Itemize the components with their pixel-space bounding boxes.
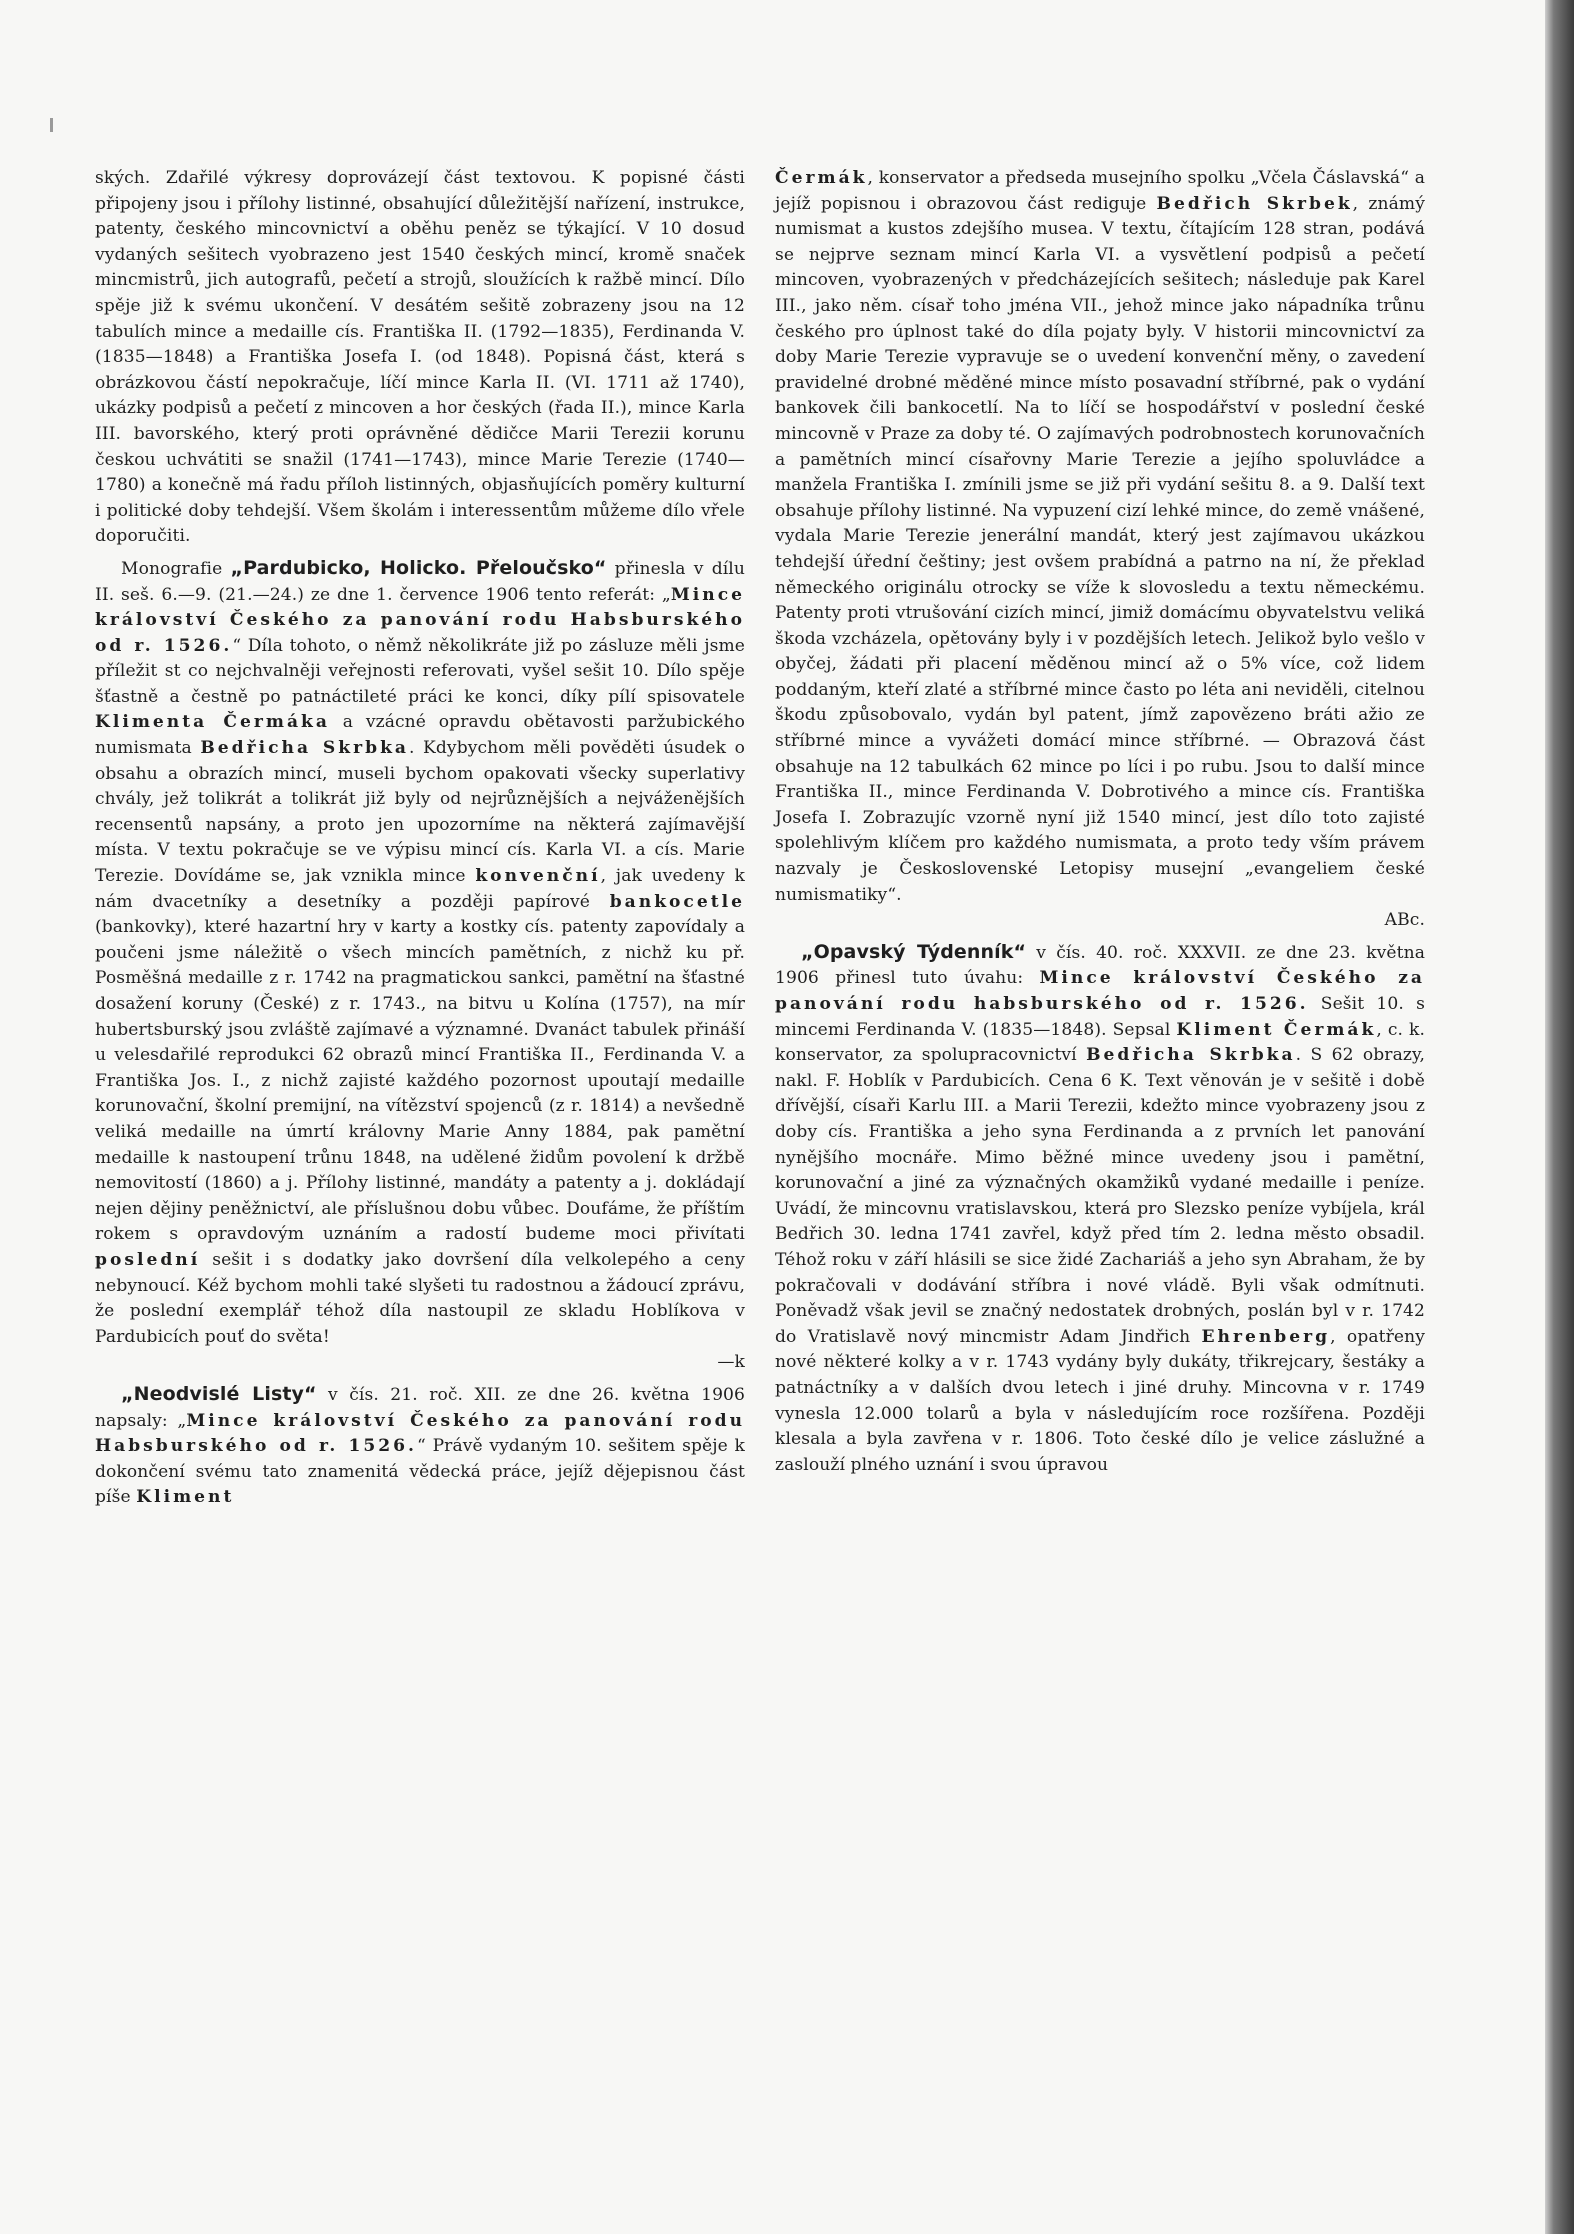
- scan-edge-shadow: [1545, 0, 1574, 2234]
- left-column: [95, 166, 745, 1511]
- signature: —k: [717, 1352, 745, 1373]
- review-neodvisle-listy: „Neodvislé Listy“ v čís. 21. roč. XII. ze dne 26. května 1906 napsaly: „Mince království Českého za panování rodu Habsburského od r. 1526.“ Právě vydaným 10. sešitem spěje k dokončení svému tato znamenitá vědecká práce, jejíž dějepisnou část píše Kliment: [95, 1382, 746, 1508]
- review-opavsky-tydennik: „Opavský Týdenník“ v čís. 40. roč. XXXVII. ze dne 23. května 1906 přinesl tuto úvahu: Mince království Českého za panování rodu habsburského od r. 1526. Sešit 10. s mincemi Ferdinanda V. (1835—1848). Sepsal Kliment Čermák, c. k. konservator, za spolupracovnictví Bedřicha Skrbka. S 62 obrazy, nakl. F. Hoblík v Pardubicích. Cena 6 K. Text věnován je v sešitě i době dřívější, císaři Karlu III. a Marii Terezii, kdežto mince vyobrazeny jsou z doby cís. Františka a jeho syna Ferdinanda a z prvních let panování nynějšího mocnáře. Mimo běžné mince uvedeny jsou i pamětní, korunovační a jiné za význačných okamžiků vydané medaille i peníze. Uvádí, že mincovnu vratislavskou, která pro Slezsko peníze vybíjela, král Bedřich 30. ledna 1741 zavřel, když před tím 2. ledna město obsadil. Téhož roku v září hlásili se sice židé Zachariáš a jeho syn Abraham, že by pokračovali v dodávání stříbra i nové vládě. Byli však odmítnuti. Poněvadž však jevil se značný nedostatek drobných, poslán byl v r. 1742 do Vratislavě nový mincmistr Adam Jindřich Ehrenberg, opatřeny nové některé kolky a v r. 1743 vydány byly dukáty, třikrejcary, šestáky a patnáctníky a v dalších dvou letech i jiné druhy. Mincovna v r. 1749 vynesla 12.000 tolarů a byla v následujícím roce rozšířena. Později klesala a byla zavřena v r. 1806. Toto české dílo je velice záslužné a zaslouží plného uznání i svou úpravou: [775, 940, 1425, 1475]
- signature: ABc.: [1384, 910, 1425, 931]
- section-heading-pardubicko: „Pardubicko, Holicko. Přeloučsko“: [230, 556, 607, 579]
- section-heading-opavsky-tydennik: „Opavský Týdenník“: [801, 940, 1027, 963]
- review-paragraph-1: ských. Zdařilé výkresy doprovázejí část textovou. K popisné části připojeny jsou i přílohy listinné, obsahující důležitější nařízení, instrukce, patenty, českého mincovnictví a oběhu peněz se týkající. V 10 dosud vydaných sešitech vyobrazeno jest 1540 českých mincí, kromě snaček mincmistrů, jich autografů, pečetí a strojů, sloužících k ražbě mincí. Dílo spěje již k svému ukončení. V desátém sešitě zobrazeny jsou na 12 tabulích mince a medaille cís. Františka II. (1792—1835), Ferdinanda V. (1835—1848) a Františka Josefa I. (od 1848). Popisná část, která s obrázkovou částí nepokračuje, líčí mince Karla II. (VI. 1711 až 1740), ukázky podpisů a pečetí z mincoven a hor českých (řada II.), mince Karla III. bavorského, který proti oprávněné dědičce Marii Terezii korunu českou uchvátiti se snažil (1741—1743), mince Marie Terezie (1740—1780) a konečně má řadu příloh listinných, objasňujících poměry kulturní i politické doby tehdejší. Všem školám i interessentům můžeme dílo vřele doporučiti.: [95, 168, 745, 547]
- review-pardubicko: Monografie „Pardubicko, Holicko. Přeloučsko“ přinesla v dílu II. seš. 6.—9. (21.—24.) ze dne 1. července 1906 tento referát: „Mince království Českého za panování rodu Habsburského od r. 1526.“ Díla tohoto, o němž několikráte již po zásluze měli jsme příležit st co nejchvalněji veřejnosti referovati, vyšel sešit 10. Dílo spěje šťastně a čestně po patnáctileté práci ke konci, díky pílí spisovatele Klimenta Čermáka a vzácné opravdu obětavosti paržubického numismata Bedřicha Skrbka. Kdybychom měli pověděti úsudek o obsahu a obrazích mincí, museli bychom opakovati všecky superlativy chvály, jež tolikrát a tolikrát již byly od nejrůznějších a nejváženějších recensentů napsány, a proto jen upozorníme na některá zajímavější místa. V textu pokračuje se ve výpisu mincí cís. Karla VI. a cís. Marie Terezie. Dovídáme se, jak vznikla mince konvenční, jak uvedeny k nám dvacetníky a desetníky a později papírové bankocetle (bankovky), které hazartní hry v karty a kostky cís. patenty zapovídaly a poučeni jsme náležitě o všech mincích pamětních, z nichž ku př. Posměšná medaille z r. 1742 na pragmatickou sankci, pamětní na šťastné dosažení koruny (České) z r. 1743., na bitvu u Kolína (1757), na mír hubertsburský jsou zvláště zajímavé a významné. Dvanáct tabulek přináší u velesdařilé reprodukci 62 obrazů mincí Františka II., Ferdinanda V. a Františka Jos. I., z nichž zajisté každého pozornost upoutají medaille korunovační, školní premijní, na vítězství spojenců (z r. 1814) a nevšedně veliká medaille na úmrtí královny Marie Anny 1884, pak pamětní medaille k nastoupení trůnu 1848, na udělené židům povolení k držbě nemovitostí (1860) a j. Přílohy listinné, mandáty a patenty a j. dokládají nejen dějiny peněžnictví, ale příslušnou dobu vůbec. Doufáme, že příštím rokem s opravdovým uznáním a radostí budeme moci přivítati poslední sešit i s dodatky jako dovršení díla velkolepého a ceny nebynoucí. Kéž bychom mohli také slyšeti tu radostnou a žádoucí zprávu, že poslední exemplář téhož díla nastoupil ze skladu Hoblíkova v Pardubicích pouť do světa! —k: [95, 556, 745, 1376]
- section-heading-neodvisle-listy: „Neodvislé Listy“: [121, 1382, 317, 1405]
- right-column: [775, 166, 1425, 1478]
- margin-mark: [50, 118, 53, 132]
- review-continued: Čermák, konservator a předseda musejního spolku „Včela Čáslavská“ a jejíž popisnou i obrazovou část rediguje Bedřich Skrbek, známý numismat a kustos zdejšího musea. V textu, čítajícím 128 stran, podává se nejprve seznam mincí Karla VI. a vysvětlení podpisů a pečetí mincoven, vyobrazených v předcházejících sešitech; následuje pak Karel III., jako něm. císař toho jména VII., jehož mince jako nápadníka trůnu českého pro úplnost také do díla pojaty byly. V historii mincovnictví za doby Marie Terezie vypravuje se o uvedení konvenční měny, o zavedení pravidelné drobné měděné mince místo posavadní stříbrné, pak o vydání bankovek čili bankocetlí. Na to líčí se hospodářství v poslední české mincovně v Praze za doby té. O zajímavých podrobnostech korunovačních a pamětních mincí císařovny Marie Terezie a jejího spoluvládce a manžela Františka I. zmínili jsme se již při vydání sešitu 8. a 9. Další text obsahuje přílohy listinné. Na vypuzení cizí lehké mince, do země vnášené, vydala Marie Terezie jenerální mandát, který jest zajímavou ukázkou tehdejší úřední češtiny; jest ovšem prabídná a patrno na ní, že překlad německého originálu otrocky se víže k slovosledu a textu německému. Patenty proti vtrušování cizích mincí, jimiž domácímu obyvatelstvu veliká škoda vzcházela, opětovány byly i v pozdějších letech. Jelikož bylo vešlo v obyčej, žádati při placení měděnou mincí až o 5% více, což lidem poddaným, kteří zlaté a stříbrné mince často po léta ani neviděli, citelnou škodu způsobovalo, vydán byl patent, jímž zapovězeno bráti ažio ze stříbrné mince a vyvážeti domácí mince stříbrné. — Obrazová část obsahuje na 12 tabulkách 62 mince po líci i po rubu. Jsou to další mince Františka II., mince Ferdinanda V. Dobrotivého a mince cís. Františka Josefa I. Zobrazujíc vzorně nyní již 1540 mincí, jest dílo toto zajisté spolehlivým klíčem pro každého numismata, a proto tedy vším právem nazvaly je Československé Letopisy musejní „evangeliem české numismatiky“. ABc.: [775, 166, 1425, 934]
